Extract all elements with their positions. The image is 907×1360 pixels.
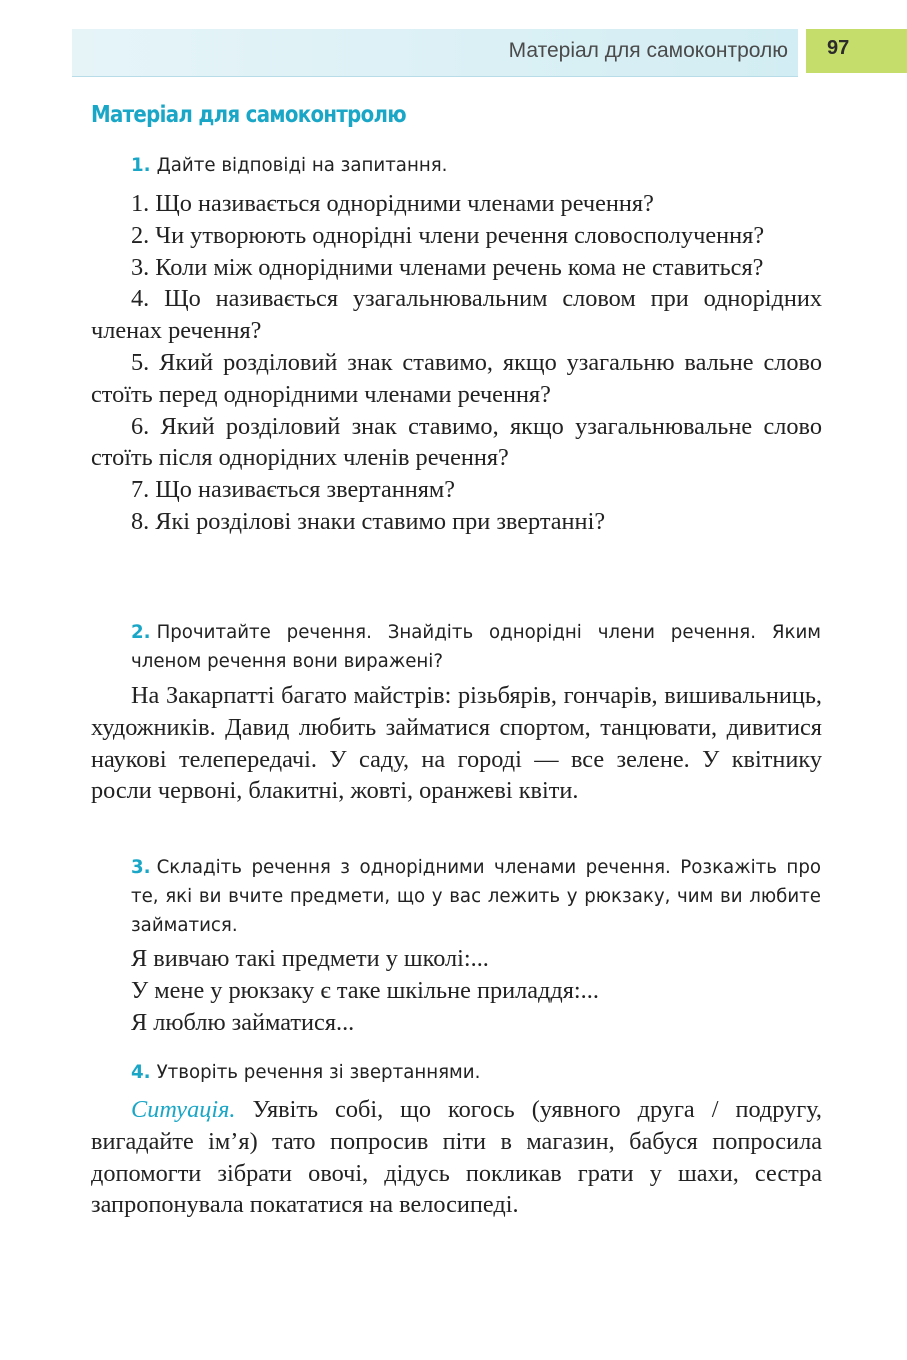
task-1-instruction xyxy=(131,151,447,180)
page-number-tab xyxy=(806,29,907,73)
task-3-instruction xyxy=(131,853,821,940)
task-3-text: Складіть речення з однорідними членами речення. Розкажіть про те, які ви вчите предмети, що у вас лежить у рюкзаку, чим ви любите займатися. xyxy=(131,857,821,936)
running-header xyxy=(72,29,798,77)
question-1: 1. Що називається однорідними членами речення? xyxy=(131,190,654,217)
situation-paragraph xyxy=(91,1094,822,1221)
task-2-number: 2. xyxy=(131,622,151,643)
task-2-instruction xyxy=(131,618,821,676)
question-8: 8. Які розділові знаки ставимо при звертанні? xyxy=(131,507,606,535)
prompt-line-3: Я люблю займатися... xyxy=(131,1008,355,1036)
question-2: 2. Чи утворюють однорідні члени речення словосполучення? xyxy=(131,221,765,249)
question-5: 5. Який розділовий знак ставимо, якщо узагальню вальне слово стоїть перед однорідними членами речення? xyxy=(91,348,822,408)
task-2-text: Прочитайте речення. Знайдіть однорідні члени речення. Яким членом речення вони виражені? xyxy=(131,622,821,672)
question-6: 6. Який розділовий знак ставимо, якщо узагальнювальне слово стоїть після однорідних членів речення? xyxy=(91,412,822,472)
question-3: 3. Коли між однорідними членами речень кома не ставиться? xyxy=(131,253,764,281)
situation-text: Уявіть собі, що когось (уявного друга / подругу, вигадайте ім’я) тато попросив піти в магазин, бабуся попросила допомогти зібрати овочі, дідусь покликав грати у шахи, сестра запропонувала покататися на велосипеді. xyxy=(91,1096,822,1219)
situation-label: Ситуація. xyxy=(131,1096,236,1123)
prompt-line-1: Я вивчаю такі предмети у школі:... xyxy=(131,945,489,972)
task-2-text-passage: На Закарпатті багато майстрів: різьбярів, гончарів, вишивальниць, художників. Давид любить займатися спортом, танцювати, дивитися наукові телепередачі. У саду, на городі — все зелене. У квітнику росли червоні, блакитні, жовті, оранжеві квіти. xyxy=(91,682,822,805)
question-7: 7. Що називається звертанням? xyxy=(131,476,456,504)
task-2-passage xyxy=(91,680,822,807)
running-title: Матеріал для самоконтролю xyxy=(508,39,788,62)
task-4-number: 4. xyxy=(131,1062,151,1083)
task-1-questions xyxy=(91,188,822,538)
page-number: 97 xyxy=(827,37,850,59)
task-1-number: 1. xyxy=(131,155,151,176)
question-4: 4. Що називається узагальнювальним словом при однорідних членах речення? xyxy=(91,285,822,345)
task-1-text: Дайте відповіді на запитання. xyxy=(156,155,448,176)
prompt-line-2: У мене у рюкзаку є таке шкільне приладдя:... xyxy=(131,976,599,1004)
task-4-situation xyxy=(91,1094,822,1221)
task-4-text: Утворіть речення зі звертаннями. xyxy=(156,1062,481,1083)
task-3-number: 3. xyxy=(131,857,151,878)
task-4-instruction xyxy=(131,1058,480,1087)
section-title: Матеріал для самоконтролю xyxy=(91,102,406,128)
task-3-prompts xyxy=(91,943,822,1038)
